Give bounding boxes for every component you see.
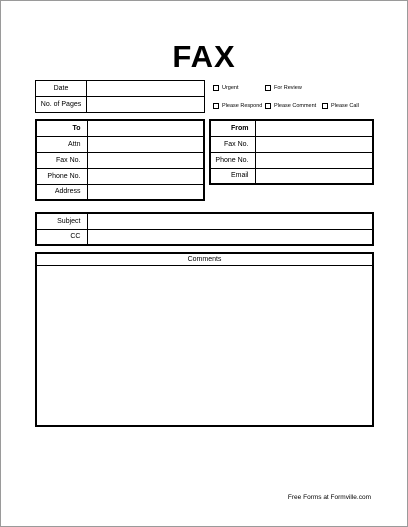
to-fax-label: Fax No. (36, 152, 87, 168)
checkbox-please-call[interactable] (322, 103, 359, 109)
checkbox-icon[interactable] (213, 85, 219, 91)
attn-field[interactable] (87, 136, 204, 152)
checkbox-urgent-label: Urgent (222, 85, 239, 91)
from-fax-field[interactable] (255, 136, 373, 152)
from-label: From (210, 120, 255, 136)
page-title: FAX (172, 39, 236, 74)
footer-credit: Free Forms at Formville.com (287, 494, 371, 501)
comments-field[interactable] (37, 266, 372, 426)
address-label: Address (36, 184, 87, 200)
comments-box (35, 252, 374, 427)
checkbox-please-call-label: Please Call (331, 103, 359, 109)
checkbox-for-review[interactable] (265, 85, 302, 91)
checkbox-please-comment[interactable] (265, 103, 316, 109)
checkbox-icon[interactable] (322, 103, 328, 109)
comments-label: Comments (37, 254, 372, 266)
checkbox-for-review-label: For Review (274, 85, 302, 91)
subject-field[interactable] (87, 213, 373, 229)
checkbox-please-respond-label: Please Respond (222, 103, 263, 109)
to-fax-field[interactable] (87, 152, 204, 168)
to-phone-field[interactable] (87, 168, 204, 184)
date-label: Date (36, 81, 87, 97)
subject-label: Subject (36, 213, 87, 229)
pages-field[interactable] (87, 97, 205, 113)
checkbox-please-respond[interactable] (213, 103, 262, 109)
email-field[interactable] (255, 168, 373, 184)
checkbox-please-comment-label: Please Comment (274, 103, 317, 109)
checkbox-icon[interactable] (213, 103, 219, 109)
subject-table (35, 212, 374, 246)
attn-label: Attn (36, 136, 87, 152)
date-pages-table (35, 80, 205, 113)
checkbox-urgent[interactable] (213, 85, 239, 91)
from-fax-label: Fax No. (210, 136, 255, 152)
to-table (35, 119, 205, 201)
pages-label: No. of Pages (36, 97, 87, 113)
to-field[interactable] (87, 120, 204, 136)
email-label: Email (210, 168, 255, 184)
cc-label: CC (36, 229, 87, 245)
cc-field[interactable] (87, 229, 373, 245)
from-field[interactable] (255, 120, 373, 136)
date-field[interactable] (87, 81, 205, 97)
address-field[interactable] (87, 184, 204, 200)
to-phone-label: Phone No. (36, 168, 87, 184)
from-table (209, 119, 374, 185)
from-phone-label: Phone No. (210, 152, 255, 168)
from-phone-field[interactable] (255, 152, 373, 168)
checkbox-icon[interactable] (265, 103, 271, 109)
to-label: To (36, 120, 87, 136)
checkbox-icon[interactable] (265, 85, 271, 91)
